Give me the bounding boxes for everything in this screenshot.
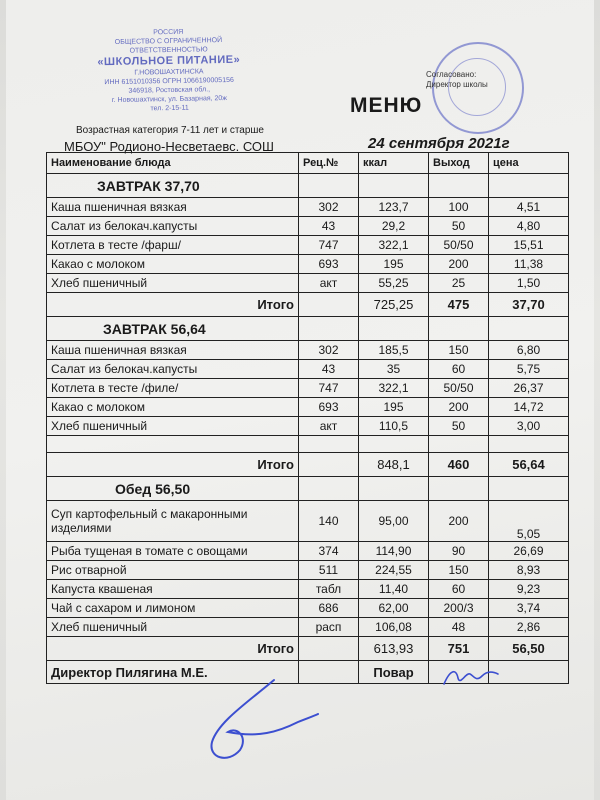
- table-row: Какао с молоком 693 195 200 11,38: [47, 255, 569, 274]
- company-stamp: РОССИЯ ОБЩЕСТВО С ОГРАНИЧЕННОЙ ОТВЕТСТВЕННОСТЬЮ «ШКОЛЬНОЕ ПИТАНИЕ» Г.НОВОШАХТИНСКА ИНН 6151010356 ОГРН 1066190005156 346918, Ростовская обл., г. Новошахтинск, ул. Базарная, 20ж тел. 2-15-11: [97, 28, 241, 113]
- total-row: Итого 848,1 460 56,64: [47, 453, 569, 477]
- section-title: ЗАВТРАК 37,70: [47, 174, 299, 198]
- table-row: Каша пшеничная вязкая 302 123,7 100 4,51: [47, 198, 569, 217]
- menu-date: 24 сентября 2021г: [368, 135, 510, 152]
- total-row: Итого 613,93 751 56,50: [47, 637, 569, 661]
- blank-row: [47, 436, 569, 453]
- header-kcal: ккал: [359, 153, 429, 174]
- total-row: Итого 725,25 475 37,70: [47, 293, 569, 317]
- director-label: Директор Пилягина М.Е.: [47, 661, 299, 684]
- table-row: Салат из белокач.капусты 43 35 60 5,75: [47, 360, 569, 379]
- table-row: Какао с молоком 693 195 200 14,72: [47, 398, 569, 417]
- header-recipe: Рец.№: [299, 153, 359, 174]
- table-row: Капуста квашеная табл 11,40 60 9,23: [47, 580, 569, 599]
- school-name: МБОУ" Родионо-Несветаевс. СОШ: [64, 139, 274, 154]
- director-signature: [188, 672, 328, 772]
- table-row: Салат из белокач.капусты 43 29,2 50 4,80: [47, 217, 569, 236]
- total-label: Итого: [47, 453, 299, 477]
- table-row: Котлета в тесте /филе/ 747 322,1 50/50 26,37: [47, 379, 569, 398]
- section-header: [47, 477, 569, 501]
- header-dish: Наименование блюда: [47, 153, 299, 174]
- table-row: Хлеб пшеничный акт 55,25 25 1,50: [47, 274, 569, 293]
- section-header: [47, 317, 569, 341]
- cook-signature: [440, 664, 500, 690]
- table-row: Суп картофельный с макаронными изделиями 140 95,00 200 5,05: [47, 501, 569, 542]
- total-label: Итого: [47, 637, 299, 661]
- table-row: Чай с сахаром и лимоном 686 62,00 200/3 3,74: [47, 599, 569, 618]
- table-row: Хлеб пшеничный акт 110,5 50 3,00: [47, 417, 569, 436]
- section-header: [47, 174, 569, 198]
- header-price: цена: [489, 153, 569, 174]
- section-title: ЗАВТРАК 56,64: [47, 317, 299, 341]
- table-row: Котлета в тесте /фарш/ 747 322,1 50/50 15,51: [47, 236, 569, 255]
- header-output: Выход: [429, 153, 489, 174]
- age-category: Возрастная категория 7-11 лет и старше: [76, 125, 264, 136]
- approval-note: Согласовано: Директор школы: [426, 70, 488, 89]
- cook-label: Повар: [359, 661, 429, 684]
- total-label: Итого: [47, 293, 299, 317]
- menu-table: [46, 152, 569, 684]
- table-row: Хлеб пшеничный расп 106,08 48 2,86: [47, 618, 569, 637]
- table-header: [47, 153, 569, 174]
- table-row: Рыба тущеная в томате с овощами 374 114,90 90 26,69: [47, 542, 569, 561]
- section-title: Обед 56,50: [47, 477, 299, 501]
- table-row: Рис отварной 511 224,55 150 8,93: [47, 561, 569, 580]
- page-title: МЕНЮ: [350, 94, 423, 117]
- table-row: Каша пшеничная вязкая 302 185,5 150 6,80: [47, 341, 569, 360]
